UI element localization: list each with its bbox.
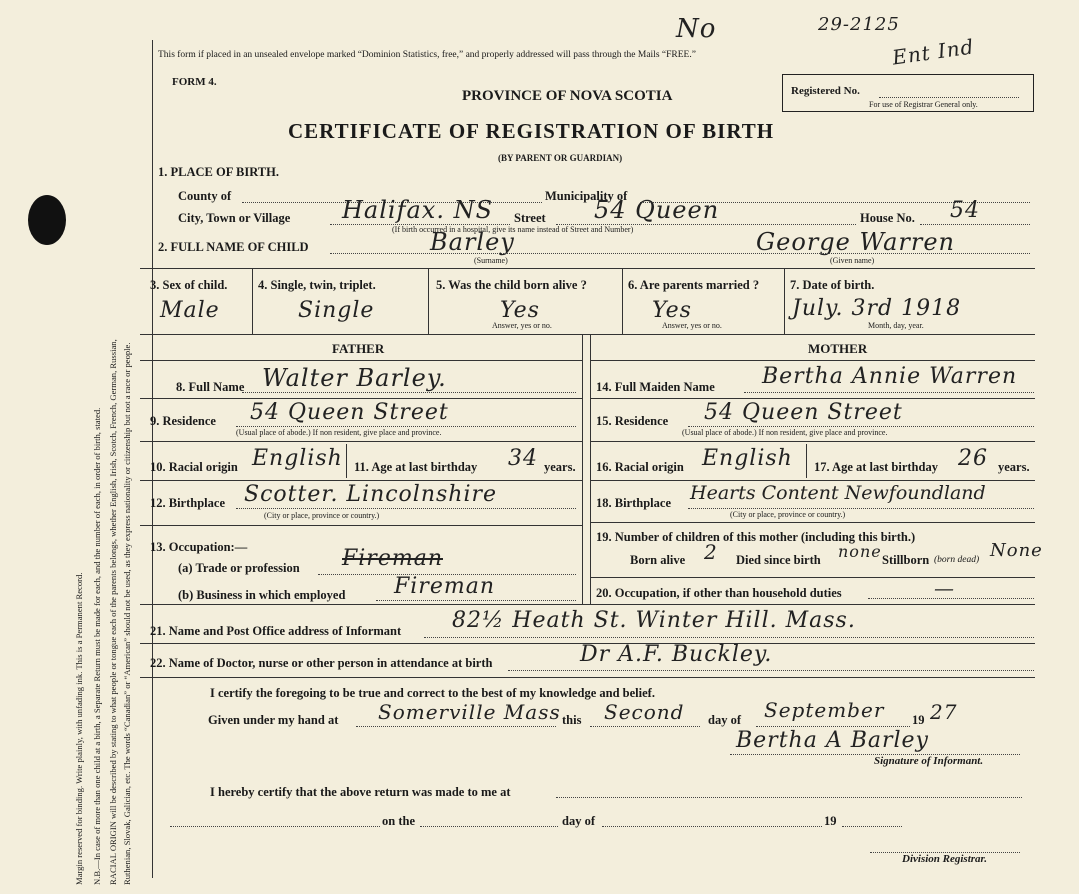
city-label: City, Town or Village (178, 211, 291, 225)
father-name-value: Walter Barley. (262, 364, 447, 392)
year-prefix-2: 19 (824, 814, 837, 828)
given-name-caption: (Given name) (830, 256, 875, 265)
mother-age-value: 26 (958, 446, 988, 471)
registered-note: For use of Registrar General only. (869, 100, 978, 109)
mother-occupation-value: — (934, 576, 955, 600)
given-name-value: George Warren (756, 228, 955, 256)
born-alive-label: Born alive (630, 553, 686, 567)
father-trade-label: (a) Trade or profession (178, 561, 300, 575)
street-label: Street (514, 211, 546, 225)
binding-hole (28, 195, 66, 245)
registrar-text: I hereby certify that the above return was made to me at (210, 785, 511, 799)
mother-racial-value: English (702, 446, 793, 471)
father-residence-label: 9. Residence (150, 414, 216, 428)
given-label: Given under my hand at (208, 713, 339, 727)
surname-value: Barley (430, 228, 515, 256)
mother-name-value: Bertha Annie Warren (762, 364, 1018, 389)
father-business-value: Fireman (394, 574, 495, 599)
father-trade-value: Fireman (342, 546, 443, 571)
informant-signature: Bertha A Barley (736, 728, 929, 753)
father-birthplace-value: Scotter. Lincolnshire (244, 482, 498, 507)
alive-label: 5. Was the child born alive ? (436, 278, 587, 292)
mother-age-unit: years. (998, 460, 1030, 474)
married-label: 6. Are parents married ? (628, 278, 760, 292)
father-occupation-label: 13. Occupation:— (150, 540, 248, 554)
doctor-value: Dr A.F. Buckley. (580, 642, 773, 667)
nb-note: N.B.—In case of more than one child at a birth, a Separate Return must be made for each, and the number of each, in order of birth, stated. (92, 407, 102, 885)
mother-heading: MOTHER (808, 341, 868, 356)
mother-children-label: 19. Number of children of this mother (including this birth.) (596, 530, 916, 544)
sex-value: Male (160, 298, 220, 323)
single-label: 4. Single, twin, triplet. (258, 278, 376, 292)
day-value: Second (604, 700, 685, 724)
month-value: September (764, 698, 885, 722)
alive-value: Yes (500, 298, 540, 323)
racial-note-2: Ruthenian, Slovak, Galician, etc. The words “Canadian” or “American” should not be used, as they express nationality or citizenship but not a race or people. (122, 342, 132, 885)
street-value: 54 Queen (594, 196, 720, 224)
mother-birthplace-label: 18. Birthplace (596, 496, 671, 510)
married-caption: Answer, yes or no. (662, 321, 722, 330)
house-value: 54 (950, 198, 980, 223)
mother-age-label: 17. Age at last birthday (814, 460, 938, 474)
certificate-subtitle: (BY PARENT OR GUARDIAN) (498, 153, 623, 163)
dob-value: July. 3rd 1918 (792, 296, 962, 321)
stillborn-value: None (990, 540, 1043, 561)
margin-note: Margin reserved for binding. Write plainly, with unfading ink. This is a Permanent Record. (74, 572, 84, 885)
married-value: Yes (652, 298, 692, 323)
certificate-title: CERTIFICATE OF REGISTRATION OF BIRTH (288, 119, 775, 143)
father-name-label: 8. Full Name (176, 380, 245, 394)
form-number: FORM 4. (172, 76, 217, 88)
mother-residence-value: 54 Queen Street (704, 400, 903, 425)
hospital-note: (If birth occurred in a hospital, give its name instead of Street and Number) (392, 225, 634, 234)
place-of-birth-heading: 1. PLACE OF BIRTH. (158, 165, 279, 179)
single-value: Single (298, 298, 375, 323)
mail-note: This form if placed in an unsealed envelope marked “Dominion Statistics, free,” and properly addressed will pass through the Mails “FREE.” (158, 50, 696, 60)
municipality-label: Municipality of (545, 189, 628, 203)
signature-caption: Signature of Informant. (874, 755, 984, 767)
on-the-label: on the (382, 814, 415, 828)
doctor-label: 22. Name of Doctor, nurse or other person in attendance at birth (150, 656, 493, 670)
father-residence-value: 54 Queen Street (250, 400, 449, 425)
mother-racial-label: 16. Racial origin (596, 460, 684, 474)
informant-label: 21. Name and Post Office address of Informant (150, 624, 402, 638)
father-birthplace-caption: (City or place, province or country.) (264, 511, 380, 520)
born-alive-value: 2 (704, 540, 718, 564)
father-racial-label: 10. Racial origin (150, 460, 238, 474)
father-age-label: 11. Age at last birthday (354, 460, 478, 474)
informant-value: 82½ Heath St. Winter Hill. Mass. (452, 608, 856, 633)
registered-label: Registered No. (791, 85, 860, 97)
this-label: this (562, 713, 582, 727)
child-name-label: 2. FULL NAME OF CHILD (158, 240, 309, 254)
left-border (152, 40, 153, 878)
father-residence-caption: (Usual place of abode.) If non resident, give place and province. (236, 428, 442, 437)
father-birthplace-label: 12. Birthplace (150, 496, 225, 510)
day-of-label: day of (708, 713, 741, 727)
surname-caption: (Surname) (474, 256, 508, 265)
racial-note-1: RACIAL ORIGIN will be described by stating to what people or tongue each of the parents belongs, whether English, Irish, Scotch, French, German, Russian, (108, 339, 118, 885)
certify-text: I certify the foregoing to be true and correct to the best of my knowledge and belief. (210, 686, 655, 700)
year-value: 27 (930, 700, 958, 724)
sex-label: 3. Sex of child. (150, 278, 228, 292)
year-prefix: 19 (912, 713, 925, 727)
father-heading: FATHER (332, 341, 385, 356)
dob-label: 7. Date of birth. (790, 278, 875, 292)
annotation-number: 29-2125 (818, 14, 900, 35)
stillborn-caption: (born dead) (934, 555, 980, 565)
county-label: County of (178, 189, 232, 203)
mother-birthplace-caption: (City or place, province or country.) (730, 510, 846, 519)
mother-name-label: 14. Full Maiden Name (596, 380, 715, 394)
mother-residence-caption: (Usual place of abode.) If non resident, give place and province. (682, 428, 888, 437)
registrar-caption: Division Registrar. (902, 853, 987, 865)
stillborn-label: Stillborn (882, 553, 930, 567)
annotation-no: No (676, 14, 717, 44)
alive-caption: Answer, yes or no. (492, 321, 552, 330)
father-age-value: 34 (508, 446, 538, 471)
died-label: Died since birth (736, 553, 821, 567)
day-of-label-2: day of (562, 814, 595, 828)
mother-occupation-label: 20. Occupation, if other than household duties (596, 586, 842, 600)
mother-birthplace-value: Hearts Content Newfoundland (690, 482, 986, 504)
mother-residence-label: 15. Residence (596, 414, 669, 428)
father-racial-value: English (252, 446, 343, 471)
province: PROVINCE OF NOVA SCOTIA (462, 88, 673, 104)
annotation-ent: Ent Ind (890, 34, 976, 70)
given-place: Somerville Mass (378, 700, 561, 724)
father-business-label: (b) Business in which employed (178, 588, 346, 602)
died-value: none (838, 542, 882, 561)
father-age-unit: years. (544, 460, 576, 474)
dob-caption: Month, day, year. (868, 321, 924, 330)
city-value: Halifax. NS (342, 196, 494, 224)
registered-box (782, 74, 1034, 112)
house-label: House No. (860, 211, 915, 225)
